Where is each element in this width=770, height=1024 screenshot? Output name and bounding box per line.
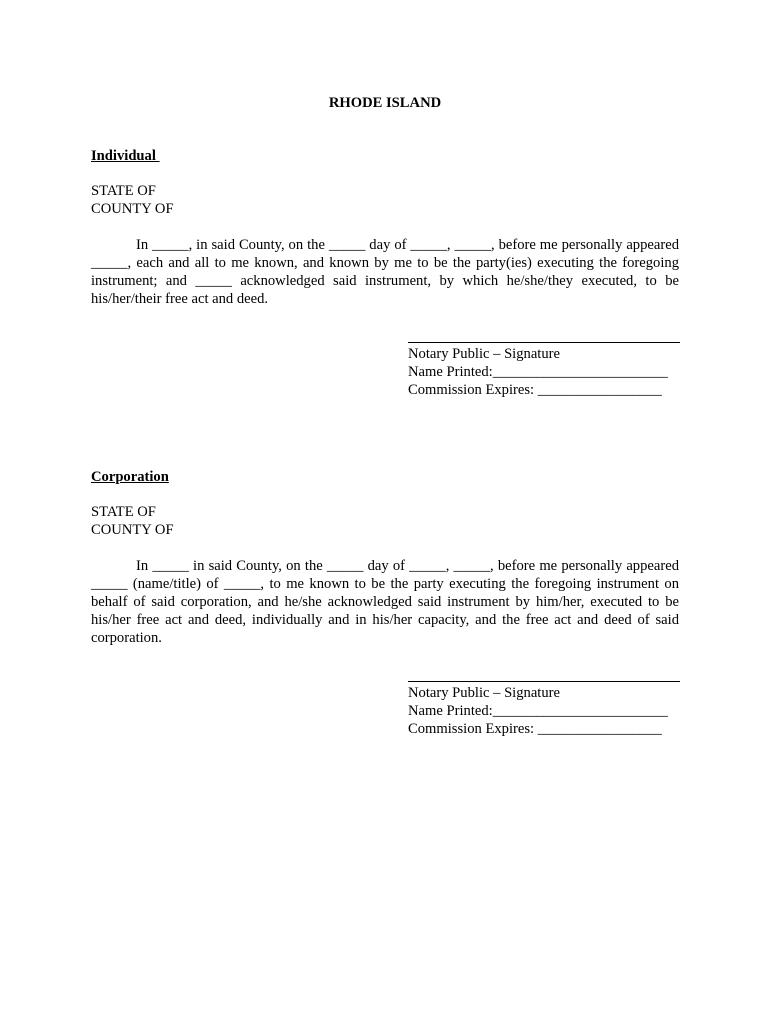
individual-state-label: STATE OF [91, 183, 156, 199]
individual-heading: Individual [91, 148, 160, 164]
individual-signature-block [408, 342, 680, 399]
signature-line [408, 342, 680, 343]
corporation-acknowledgment-paragraph: In _____ in said County, on the _____ day of _____, _____, before me personally appeared _____ (name/title) of _____, to me known to be the party executing the foregoing instrument on behalf of said corporation, and he/she acknowledged said instrument by him/her, executed to be his/her free act and deed, individually and in his/her capacity, and the free act and deed of said corporation. [91, 558, 679, 646]
document-title: RHODE ISLAND [328, 95, 442, 111]
individual-acknowledgment-paragraph: In _____, in said County, on the _____ day of _____, _____, before me personally appeared _____, each and all to me known, and known by me to be the party(ies) executing the foregoing instrument; and _____ acknowledged said instrument, by which he/she/they executed, to be his/her/their free act and deed. [91, 237, 679, 307]
corporation-signature-block [408, 681, 680, 738]
notary-signature-label: Notary Public – Signature [408, 346, 560, 362]
signature-line [408, 681, 680, 682]
commission-expires-field: Commission Expires: _________________ [408, 382, 662, 398]
individual-county-label: COUNTY OF [91, 201, 174, 217]
corporation-heading: Corporation [91, 469, 169, 485]
corporation-state-label: STATE OF [91, 504, 156, 520]
name-printed-field: Name Printed:________________________ [408, 364, 668, 380]
corporation-county-label: COUNTY OF [91, 522, 174, 538]
commission-expires-field: Commission Expires: _________________ [408, 721, 662, 737]
notary-signature-label: Notary Public – Signature [408, 685, 560, 701]
name-printed-field: Name Printed:________________________ [408, 703, 668, 719]
